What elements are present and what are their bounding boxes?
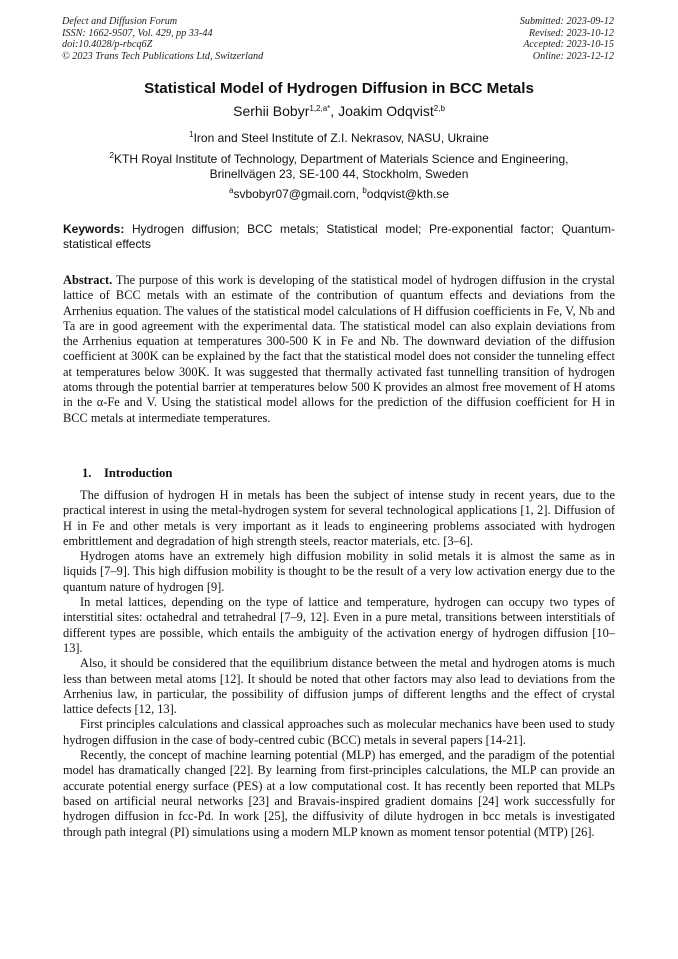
- paragraph: Also, it should be considered that the equilibrium distance between the metal and hydrogen atoms is much less than between metal atoms [12]. It should be noted that other factors may also lead to deviations from the Arrhenius law, in particular, the possibility of diffusion jumps of different lengths and the effect of crystal lattice defects [12, 13].: [63, 656, 615, 717]
- email-link[interactable]: svbobyr07@gmail.com: [233, 187, 356, 201]
- author-name: Joakim Odqvist: [338, 103, 434, 119]
- journal-name: Defect and Diffusion Forum: [62, 16, 178, 27]
- email-link[interactable]: odqvist@kth.se: [366, 187, 450, 201]
- affiliation-1: [0, 131, 678, 145]
- affiliation-marker: 1: [189, 130, 194, 139]
- abstract-text: The purpose of this work is developing of the statistical model of hydrogen diffusion in the crystal lattice of BCC metals with an estimate of the contribution of quantum effects and deviations from the Arrhenius equation. The values of the statistical model calculations of H diffusion coefficients in Fe, V, Nb and Ta are in good agreement with the experimental data. The statistical model can also explain deviations from the Arrhenius equation at temperatures 300-500 K in Fe and Nb. The downward deviation of the diffusion coefficient at 300K can be explained by the fact that the statistical model does not consider the tunneling effect at temperatures below 300K. It was suggested that thermally activated fast tunnelling transition of hydrogen atoms through the potential barrier at temperatures below 500 K provides an almost free movement of H atoms in the α-Fe and V. Using the statistical model allows for the prediction of the diffusion coefficient for H in BCC metals at intermediate temperatures.: [63, 273, 615, 425]
- section-number: 1.: [82, 466, 92, 480]
- online-date: Online: 2023-12-12: [532, 50, 614, 62]
- journal-info: [62, 16, 263, 62]
- affiliation-2: [0, 152, 678, 182]
- abstract-label: Abstract.: [63, 273, 113, 287]
- affiliation-address: Brinellvägen 23, SE-100 44, Stockholm, Sweden: [209, 167, 469, 181]
- paragraph: First principles calculations and classical approaches such as molecular mechanics have been used to study hydrogen diffusion in the case of body-centred cubic (BCC) metals in several papers [14-21].: [63, 717, 615, 747]
- section-heading: [82, 466, 172, 481]
- affiliation-text: Iron and Steel Institute of Z.I. Nekrasov, NASU, Ukraine: [193, 131, 489, 145]
- author-separator: ,: [330, 103, 339, 119]
- email-separator: ,: [355, 187, 363, 201]
- affiliation-text: KTH Royal Institute of Technology, Department of Materials Science and Engineering,: [113, 152, 569, 166]
- issn-volume: ISSN: 1662-9507, Vol. 429, pp 33-44: [62, 27, 213, 39]
- author-emails: [0, 187, 678, 201]
- keywords-text: Hydrogen diffusion; BCC metals; Statistical model; Pre-exponential factor; Quantum-statistical effects: [63, 222, 615, 252]
- copyright: © 2023 Trans Tech Publications Ltd, Switzerland: [62, 50, 264, 62]
- author-name: Serhii Bobyr: [233, 103, 310, 119]
- affiliation-marker: 2: [109, 151, 114, 160]
- revised-date: Revised: 2023-10-12: [528, 27, 614, 39]
- section-title: Introduction: [104, 466, 173, 480]
- author-affiliation-marker: 2,b: [433, 104, 445, 113]
- section-body: [63, 488, 615, 840]
- keywords-label: Keywords:: [63, 222, 125, 236]
- paper-title: Statistical Model of Hydrogen Diffusion in BCC Metals: [144, 80, 534, 97]
- email-marker: a: [228, 186, 234, 195]
- paragraph: In metal lattices, depending on the type of lattice and temperature, hydrogen can occupy two types of interstitial sites: octahedral and tetrahedral [7–9, 12]. Even in a pure metal, transitions between interstitials of different types are possible, which entails the ambiguity of the activation energy of hydrogen diffusion [10–13].: [63, 595, 615, 655]
- email-marker: b: [362, 186, 367, 195]
- paragraph: Hydrogen atoms have an extremely high diffusion mobility in solid metals it is almost the same as in liquids [7–9]. This high diffusion mobility is thought to be the result of a very low activation energy due to the quantum nature of hydrogen [9].: [63, 549, 615, 594]
- accepted-date: Accepted: 2023-10-15: [523, 39, 614, 51]
- abstract: [63, 273, 615, 426]
- author-line: [0, 103, 678, 119]
- submitted-date: Submitted: 2023-09-12: [519, 16, 614, 27]
- paragraph: The diffusion of hydrogen H in metals has been the subject of intense study in recent years, due to the practical interest in using the metal-hydrogen system for several technological applications [1, 2]. Diffusion of H in Fe and other metals is very important as it leads to engineering problems associated with hydrogen embrittlement and degradation of high strength steels, reactor materials, etc. [3–6].: [63, 488, 615, 548]
- author-affiliation-marker: 1,2,a*: [309, 104, 331, 113]
- keywords: [63, 222, 615, 252]
- publication-dates: [520, 16, 614, 62]
- doi-link[interactable]: doi:10.4028/p-rbcq6Z: [62, 39, 153, 51]
- paragraph: Recently, the concept of machine learning potential (MLP) has emerged, and the paradigm of the potential model has dramatically changed [22]. By learning from first-principles calculations, the MLP can provide an accurate potential energy surface (PES) at a low computational cost. It has recently been reported that MLPs based on artificial neural networks [23] and Bravais-inspired gradient domains [24] work successfully for hydrogen diffusion in fcc-Pd. In work [25], the diffusivity of dilute hydrogen in bcc metals is investigated through path integral (PI) simulations using a modern MLP known as moment tensor potential (MTP) [26].: [63, 748, 615, 839]
